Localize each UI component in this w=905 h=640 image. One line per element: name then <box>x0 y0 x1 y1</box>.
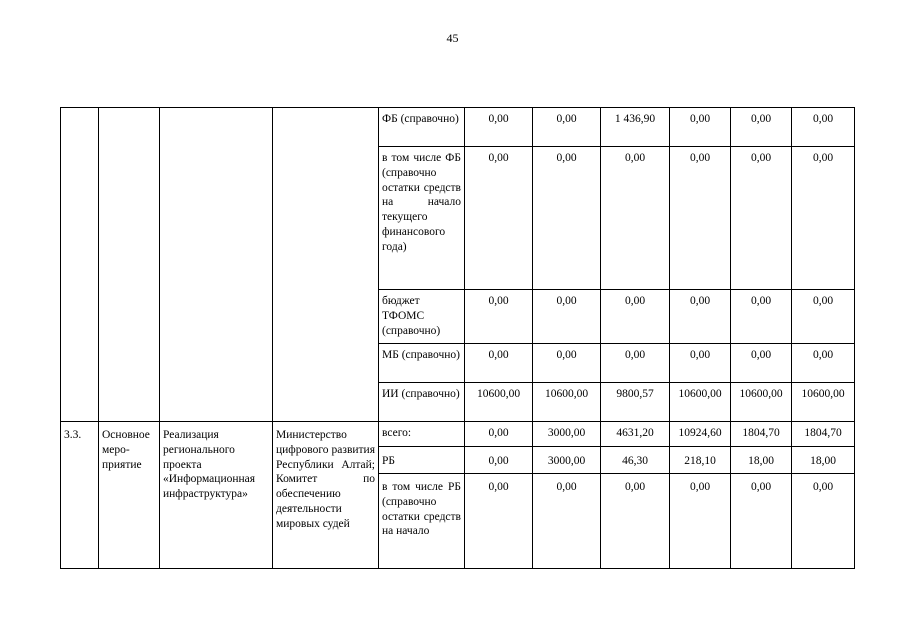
executor-cell-empty <box>273 108 379 422</box>
value-cell: 10600,00 <box>465 383 533 422</box>
value-cell: 1804,70 <box>792 422 855 447</box>
value-cell: 1 436,90 <box>601 108 670 147</box>
value-cell: 0,00 <box>465 344 533 383</box>
value-cell: 0,00 <box>670 108 731 147</box>
value-cell: 0,00 <box>533 147 601 290</box>
funding-source: МБ (справочно) <box>379 344 465 383</box>
value-cell: 10600,00 <box>533 383 601 422</box>
value-cell: 0,00 <box>465 290 533 344</box>
section-kind: Основное меро-приятие <box>99 422 160 569</box>
section-executor: Министерство цифрового развития Республики Алтай; Комитет по обеспечению деятельности мировых судей <box>273 422 379 569</box>
budget-table <box>60 107 855 569</box>
value-cell: 0,00 <box>792 147 855 290</box>
value-cell: 10924,60 <box>670 422 731 447</box>
value-cell: 0,00 <box>670 290 731 344</box>
funding-source: в том числе ФБ (справочно остатки средств на начало текущего финансового года) <box>379 147 465 290</box>
value-cell: 10600,00 <box>731 383 792 422</box>
value-cell: 10600,00 <box>792 383 855 422</box>
value-cell: 0,00 <box>670 147 731 290</box>
funding-source: в том числе РБ (справочно остатки средств на начало <box>379 474 465 569</box>
value-cell: 0,00 <box>601 474 670 569</box>
value-cell: 0,00 <box>731 147 792 290</box>
value-cell: 4631,20 <box>601 422 670 447</box>
value-cell: 0,00 <box>731 108 792 147</box>
value-cell: 0,00 <box>601 290 670 344</box>
funding-source: ИИ (справочно) <box>379 383 465 422</box>
value-cell: 46,30 <box>601 447 670 474</box>
value-cell: 0,00 <box>792 290 855 344</box>
funding-source: РБ <box>379 447 465 474</box>
value-cell: 3000,00 <box>533 447 601 474</box>
value-cell: 0,00 <box>465 147 533 290</box>
value-cell: 0,00 <box>601 344 670 383</box>
value-cell: 0,00 <box>601 147 670 290</box>
value-cell: 0,00 <box>670 474 731 569</box>
value-cell: 0,00 <box>533 474 601 569</box>
code-cell-empty <box>61 108 99 422</box>
funding-source: ФБ (справочно) <box>379 108 465 147</box>
section-code: 3.3. <box>61 422 99 569</box>
value-cell: 0,00 <box>533 108 601 147</box>
value-cell: 0,00 <box>465 474 533 569</box>
value-cell: 10600,00 <box>670 383 731 422</box>
value-cell: 0,00 <box>465 108 533 147</box>
value-cell: 0,00 <box>731 474 792 569</box>
value-cell: 0,00 <box>792 344 855 383</box>
value-cell: 1804,70 <box>731 422 792 447</box>
value-cell: 0,00 <box>465 447 533 474</box>
funding-source: всего: <box>379 422 465 447</box>
value-cell: 9800,57 <box>601 383 670 422</box>
name-cell-empty <box>160 108 273 422</box>
funding-source: бюджет ТФОМС (справочно) <box>379 290 465 344</box>
value-cell: 0,00 <box>792 474 855 569</box>
value-cell: 3000,00 <box>533 422 601 447</box>
table-row <box>61 422 855 447</box>
section-name: Реализация регионального проекта «Информационная инфраструктура» <box>160 422 273 569</box>
value-cell: 0,00 <box>670 344 731 383</box>
value-cell: 0,00 <box>731 290 792 344</box>
value-cell: 0,00 <box>731 344 792 383</box>
value-cell: 0,00 <box>533 344 601 383</box>
page-number: 45 <box>446 31 459 45</box>
value-cell: 18,00 <box>731 447 792 474</box>
value-cell: 0,00 <box>792 108 855 147</box>
table-row <box>61 108 855 147</box>
value-cell: 0,00 <box>465 422 533 447</box>
value-cell: 0,00 <box>533 290 601 344</box>
value-cell: 18,00 <box>792 447 855 474</box>
value-cell: 218,10 <box>670 447 731 474</box>
kind-cell-empty <box>99 108 160 422</box>
